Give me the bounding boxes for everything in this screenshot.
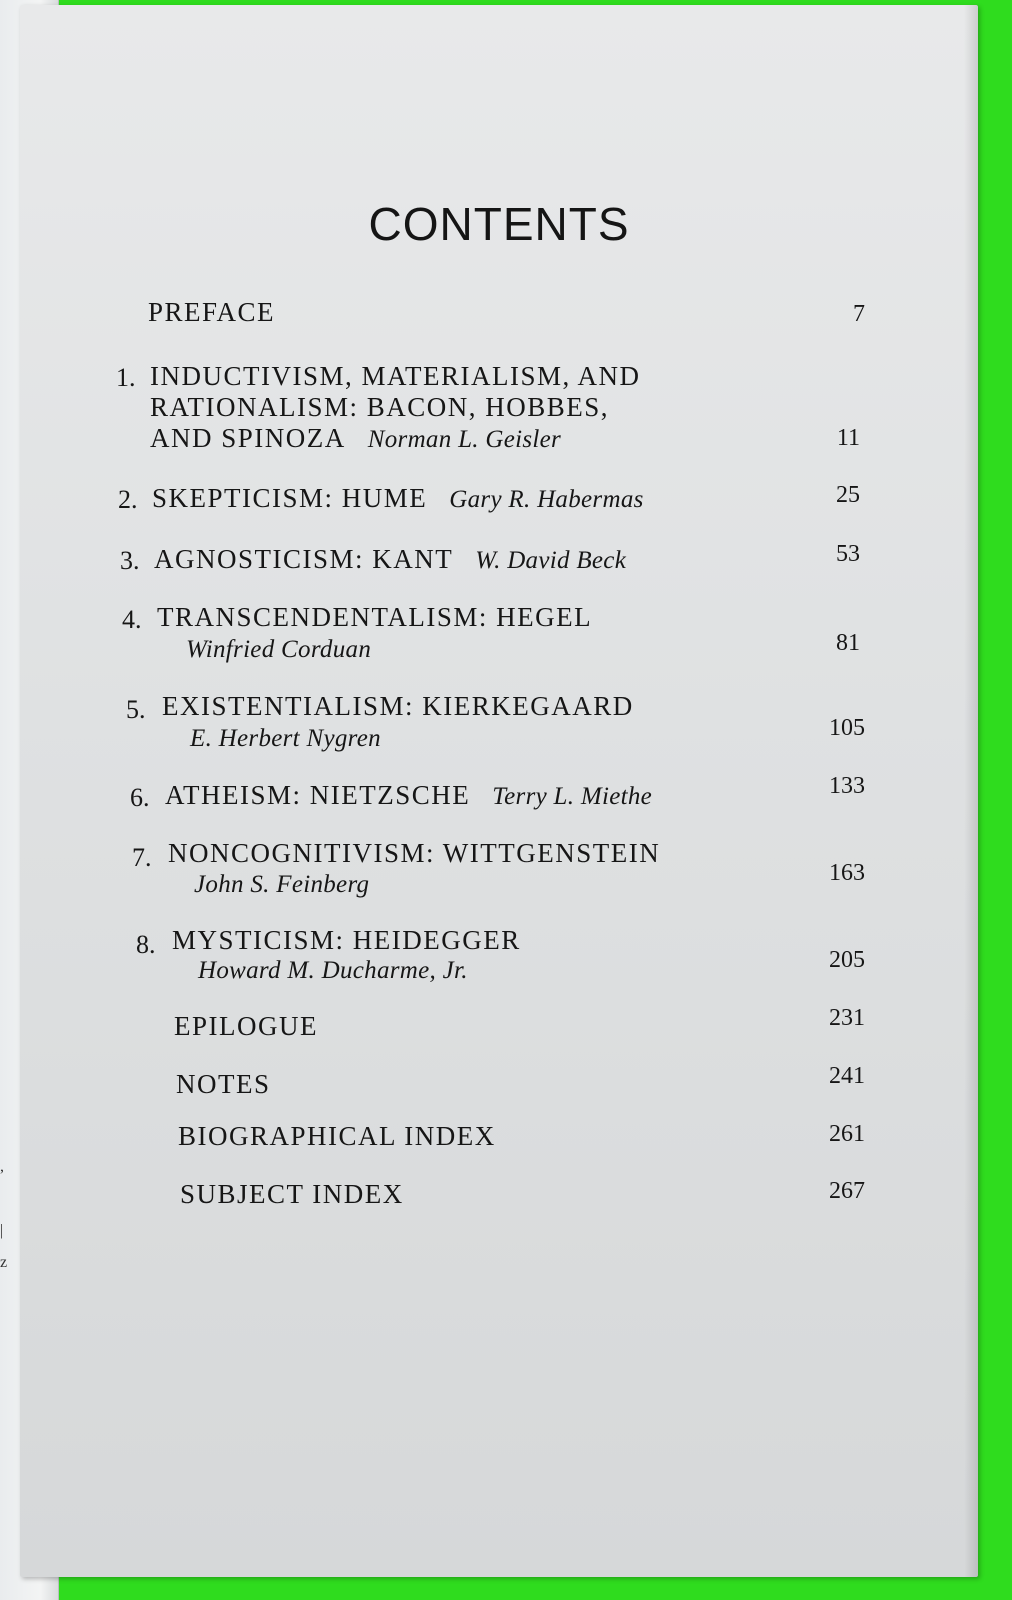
chapter-author: E. Herbert Nygren — [190, 725, 381, 752]
left-page-glyph: | — [0, 1222, 4, 1239]
chapter-author: Gary R. Habermas — [449, 486, 644, 513]
page-number: 7 — [853, 301, 865, 327]
page-number: 105 — [829, 715, 865, 741]
chapter-author: Winfried Corduan — [186, 636, 372, 663]
chapter-author: W. David Beck — [475, 547, 627, 574]
chapter-number: 8. — [136, 930, 156, 959]
page-number: 53 — [836, 541, 860, 567]
chapter-author: Norman L. Geisler — [367, 426, 562, 453]
chapter-title-line: EXISTENTIALISM: KIERKEGAARD — [162, 691, 634, 721]
chapter-number: 4. — [122, 605, 142, 634]
chapter-author: John S. Feinberg — [194, 871, 370, 898]
page-number: 261 — [829, 1121, 865, 1147]
page-number: 241 — [829, 1063, 865, 1089]
book-page — [20, 5, 978, 1577]
left-page-glyph: , — [0, 1158, 4, 1175]
chapter-title-line: MYSTICISM: HEIDEGGER — [172, 925, 521, 955]
entry-label: NOTES — [176, 1069, 271, 1099]
page-number: 81 — [836, 630, 860, 656]
chapter-number: 6. — [130, 783, 150, 812]
entry-label: SUBJECT INDEX — [180, 1179, 404, 1209]
page-title: CONTENTS — [368, 198, 630, 250]
page-number: 133 — [829, 773, 865, 799]
entry-label: EPILOGUE — [174, 1011, 318, 1041]
chapter-title-line: TRANSCENDENTALISM: HEGEL — [157, 602, 593, 632]
chapter-title-line: SKEPTICISM: HUME — [152, 483, 428, 513]
chapter-title-line: NONCOGNITIVISM: WITTGENSTEIN — [168, 838, 661, 868]
page-number: 163 — [829, 860, 865, 886]
chapter-title-line: AGNOSTICISM: KANT — [154, 544, 454, 574]
page-number: 267 — [829, 1178, 865, 1204]
entry-label: BIOGRAPHICAL INDEX — [178, 1121, 496, 1151]
page-number: 11 — [836, 425, 860, 451]
chapter-author: Howard M. Ducharme, Jr. — [198, 957, 468, 984]
chapter-title-line: INDUCTIVISM, MATERIALISM, AND — [150, 361, 641, 391]
chapter-number: 3. — [120, 546, 140, 575]
chapter-number: 2. — [118, 485, 138, 514]
chapter-number: 5. — [126, 695, 146, 724]
chapter-title-line: RATIONALISM: BACON, HOBBES, — [150, 392, 610, 422]
entry-label: PREFACE — [148, 297, 276, 327]
chapter-title-line: ATHEISM: NIETZSCHE — [165, 780, 471, 810]
left-page-glyph: z — [0, 1254, 8, 1271]
chapter-title-line: AND SPINOZA — [150, 423, 346, 453]
page-number: 25 — [836, 482, 860, 508]
chapter-number: 7. — [132, 843, 152, 872]
page-number: 231 — [829, 1005, 865, 1031]
chapter-author: Terry L. Miethe — [492, 783, 653, 810]
page-number: 205 — [829, 947, 865, 973]
chapter-number: 1. — [116, 363, 136, 392]
